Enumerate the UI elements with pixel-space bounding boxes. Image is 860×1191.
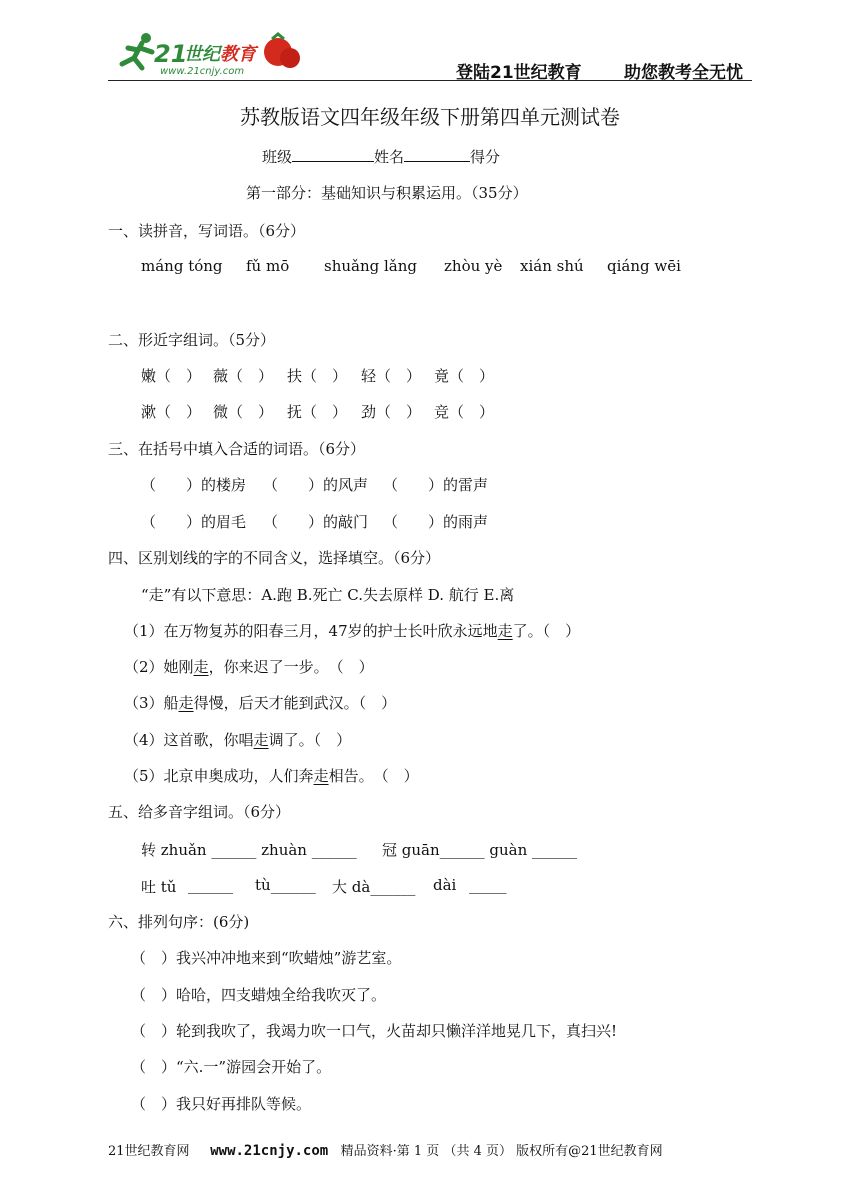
char-item: 轻（ ） — [361, 367, 422, 385]
svg-text:www.21cnjy.com: www.21cnjy.com — [160, 66, 245, 77]
char-item: 竟（ ） — [434, 367, 495, 385]
order-item: （ ）“六.一”游园会开始了。 — [131, 1058, 332, 1076]
polyphone-item: 转 zhuǎn ______ zhuàn ______ — [141, 841, 357, 859]
pinyin-item: zhòu yè — [444, 257, 503, 275]
pinyin-item: qiáng wēi — [607, 257, 681, 275]
order-item: （ ）轮到我吹了，我竭力吹一口气，火苗却只懒洋洋地晃几下，真扫兴! — [131, 1022, 618, 1040]
question-text: （4）这首歌，你唱 — [124, 731, 254, 749]
meaning-question — [124, 620, 580, 641]
question-text: （2）她刚 — [124, 658, 194, 676]
underlined-char: 走 — [178, 694, 194, 712]
pinyin-item: shuǎng lǎng — [324, 257, 417, 275]
meaning-question — [124, 656, 374, 677]
page-title: 苏教版语文四年级年级下册第四单元测试卷 — [240, 105, 620, 129]
char-item: 扶（ ） — [287, 367, 348, 385]
question-text: 调了。（ ） — [268, 731, 352, 749]
fill-item: （ ）的风声 — [263, 476, 369, 494]
section4-heading: 四、区别划线的字的不同含义，选择填空。（6分） — [108, 549, 441, 567]
polyphone-item: 大 dà______ — [332, 878, 416, 896]
info-line — [262, 146, 500, 167]
underlined-char: 走 — [313, 767, 329, 785]
svg-text:21: 21 — [154, 40, 188, 68]
char-item: 抚（ ） — [287, 403, 348, 421]
char-item: 漱（ ） — [141, 403, 202, 421]
fill-item: （ ）的雷声 — [383, 476, 489, 494]
meaning-intro: “走”有以下意思：A.跑 B.死亡 C.失去原样 D. 航行 E.离 — [141, 586, 515, 604]
class-blank[interactable] — [292, 147, 374, 162]
part1-heading: 第一部分：基础知识与积累运用。（35分） — [246, 184, 528, 202]
name-label: 姓名 — [374, 148, 405, 166]
underlined-char: 走 — [497, 622, 513, 640]
pinyin-item: fǔ mō — [246, 257, 290, 275]
class-label: 班级 — [262, 148, 293, 166]
svg-text:世纪: 世纪 — [184, 44, 220, 65]
char-item: 嫩（ ） — [141, 367, 202, 385]
question-text: 得慢，后天才能到武汉。（ ） — [193, 694, 397, 712]
section5-heading: 五、给多音字组词。（6分） — [108, 803, 291, 821]
header-rule — [108, 80, 752, 81]
score-label: 得分 — [470, 148, 501, 166]
char-item: 劲（ ） — [361, 403, 422, 421]
order-item: （ ）我兴冲冲地来到“吹蜡烛”游艺室。 — [131, 949, 402, 967]
footer-site: 21世纪教育网 — [108, 1144, 190, 1159]
svg-text:教育: 教育 — [220, 44, 256, 65]
polyphone-item: 冠 guān______ guàn ______ — [382, 841, 578, 859]
char-item: 薇（ ） — [213, 367, 274, 385]
footer-page-info: 精品资料·第 1 页 （共 4 页） 版权所有@21世纪教育网 — [340, 1144, 663, 1159]
polyphone-blank: _____ — [469, 876, 507, 894]
fill-item: （ ）的眉毛 — [141, 513, 247, 531]
polyphone-blank: ______ — [188, 876, 233, 894]
slogan-right: 助您教考全无忧 — [624, 63, 743, 83]
section2-heading: 二、形近字组词。（5分） — [108, 331, 276, 349]
polyphone-item: dài — [433, 876, 457, 894]
char-item: 微（ ） — [213, 403, 274, 421]
order-item: （ ）哈哈，四支蜡烛全给我吹灭了。 — [131, 986, 387, 1004]
question-text: （5）北京申奥成功，人们奔 — [124, 767, 314, 785]
pinyin-item: xián shú — [520, 257, 584, 275]
meaning-question — [124, 765, 419, 786]
meaning-question — [124, 729, 351, 750]
meaning-question — [124, 692, 396, 713]
question-text: ，你来迟了一步。 （ ） — [208, 658, 374, 676]
order-item: （ ）我只好再排队等候。 — [131, 1095, 312, 1113]
polyphone-item: tù______ — [255, 876, 316, 894]
question-text: （3）船 — [124, 694, 179, 712]
logo-graphic — [112, 28, 312, 78]
question-text: 相告。 （ ） — [328, 767, 419, 785]
question-text: 了。（ ） — [512, 622, 581, 640]
char-item: 竞（ ） — [434, 403, 495, 421]
section1-heading: 一、读拼音，写词语。（6分） — [108, 222, 306, 240]
fill-item: （ ）的雨声 — [383, 513, 489, 531]
polyphone-item: 吐 tǔ — [141, 878, 177, 896]
section6-heading: 六、排列句序：(6分) — [108, 913, 250, 931]
underlined-char: 走 — [193, 658, 209, 676]
fill-item: （ ）的楼房 — [141, 476, 247, 494]
footer-url[interactable]: www.21cnjy.com — [210, 1143, 329, 1159]
slogan-left: 登陆21世纪教育 — [456, 63, 582, 83]
pinyin-item: máng tóng — [141, 257, 223, 275]
page-footer — [108, 1140, 663, 1159]
underlined-char: 走 — [253, 731, 269, 749]
fill-item: （ ）的敲门 — [263, 513, 369, 531]
site-logo — [112, 28, 312, 78]
name-blank[interactable] — [404, 147, 470, 162]
question-text: （1）在万物复苏的阳春三月，47岁的护士长叶欣永远地 — [124, 622, 498, 640]
section3-heading: 三、在括号中填入合适的词语。（6分） — [108, 440, 366, 458]
